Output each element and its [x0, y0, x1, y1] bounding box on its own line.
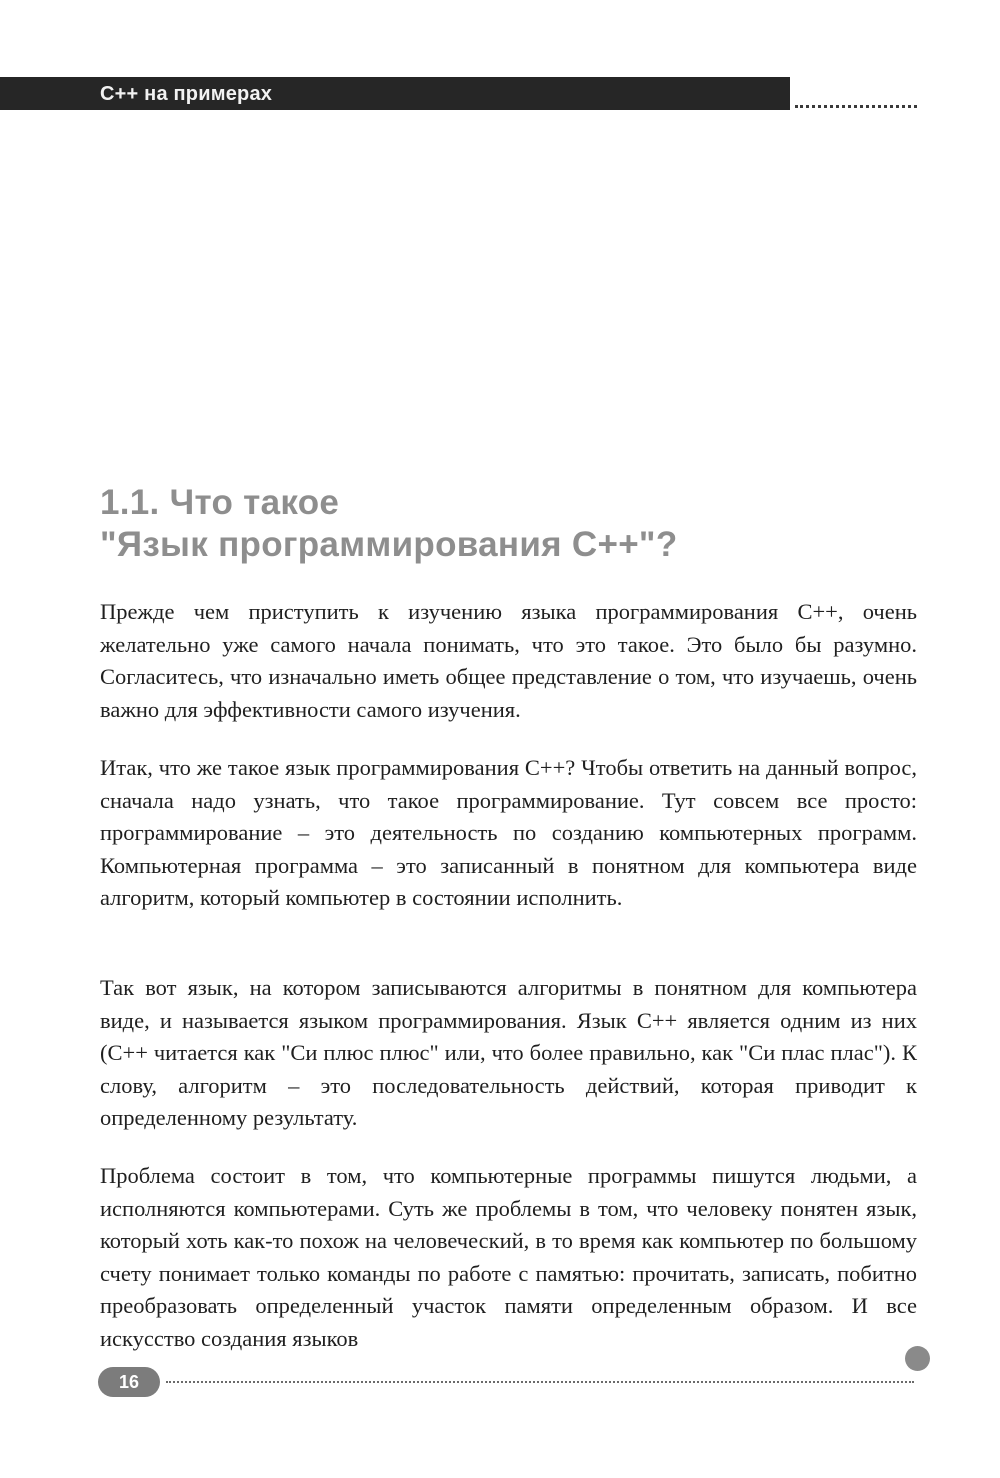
paragraph-4: Проблема состоит в том, что компьютерные программы пишутся людьми, а исполняются компьютерами. Суть же проблемы в том, что человеку понятен язык, который хоть как-то похож на человеческий, в то время как компьютер по большому счету понимает только команды по работе с памятью: прочитать, записать, побитно преобразовать определенный участок памяти определенным образом. И все искусство создания языков	[100, 1163, 917, 1351]
section-heading-line-2: "Язык программирования C++"?	[100, 525, 678, 564]
footer-circle-ornament	[905, 1346, 930, 1371]
header-dotted-rule	[795, 105, 917, 108]
paragraph-3: Так вот язык, на котором записываются алгоритмы в понятном для компьютера виде, и называется языком программирования. Язык C++ является одним из них (C++ читается как "Си плюс плюс" или, что более правильно, как "Си плас плас"). К слову, алгоритм – это последовательность действий, которая приводит к определенному результату.	[100, 975, 917, 1130]
running-header-title: C++ на примерах	[100, 83, 273, 105]
paragraph-1: Прежде чем приступить к изучению языка программирования C++, очень желательно уже самого начала понимать, что это такое. Это было бы разумно. Согласитесь, что изначально иметь общее представление о том, что изучаешь, очень важно для эффективности самого изучения.	[100, 599, 917, 722]
section-heading	[100, 482, 678, 566]
page-number-badge: 16	[98, 1367, 160, 1397]
footer-dotted-rule	[166, 1381, 914, 1383]
paragraph-2: Итак, что же такое язык программирования C++? Чтобы ответить на данный вопрос, сначала надо узнать, что такое программирование. Тут совсем все просто: программирование – это деятельность по созданию компьютерных программ. Компьютерная программа – это записанный в понятном для компьютера виде алгоритм, который компьютер в состоянии исполнить.	[100, 755, 917, 910]
section-heading-line-1: 1.1. Что такое	[100, 483, 340, 522]
